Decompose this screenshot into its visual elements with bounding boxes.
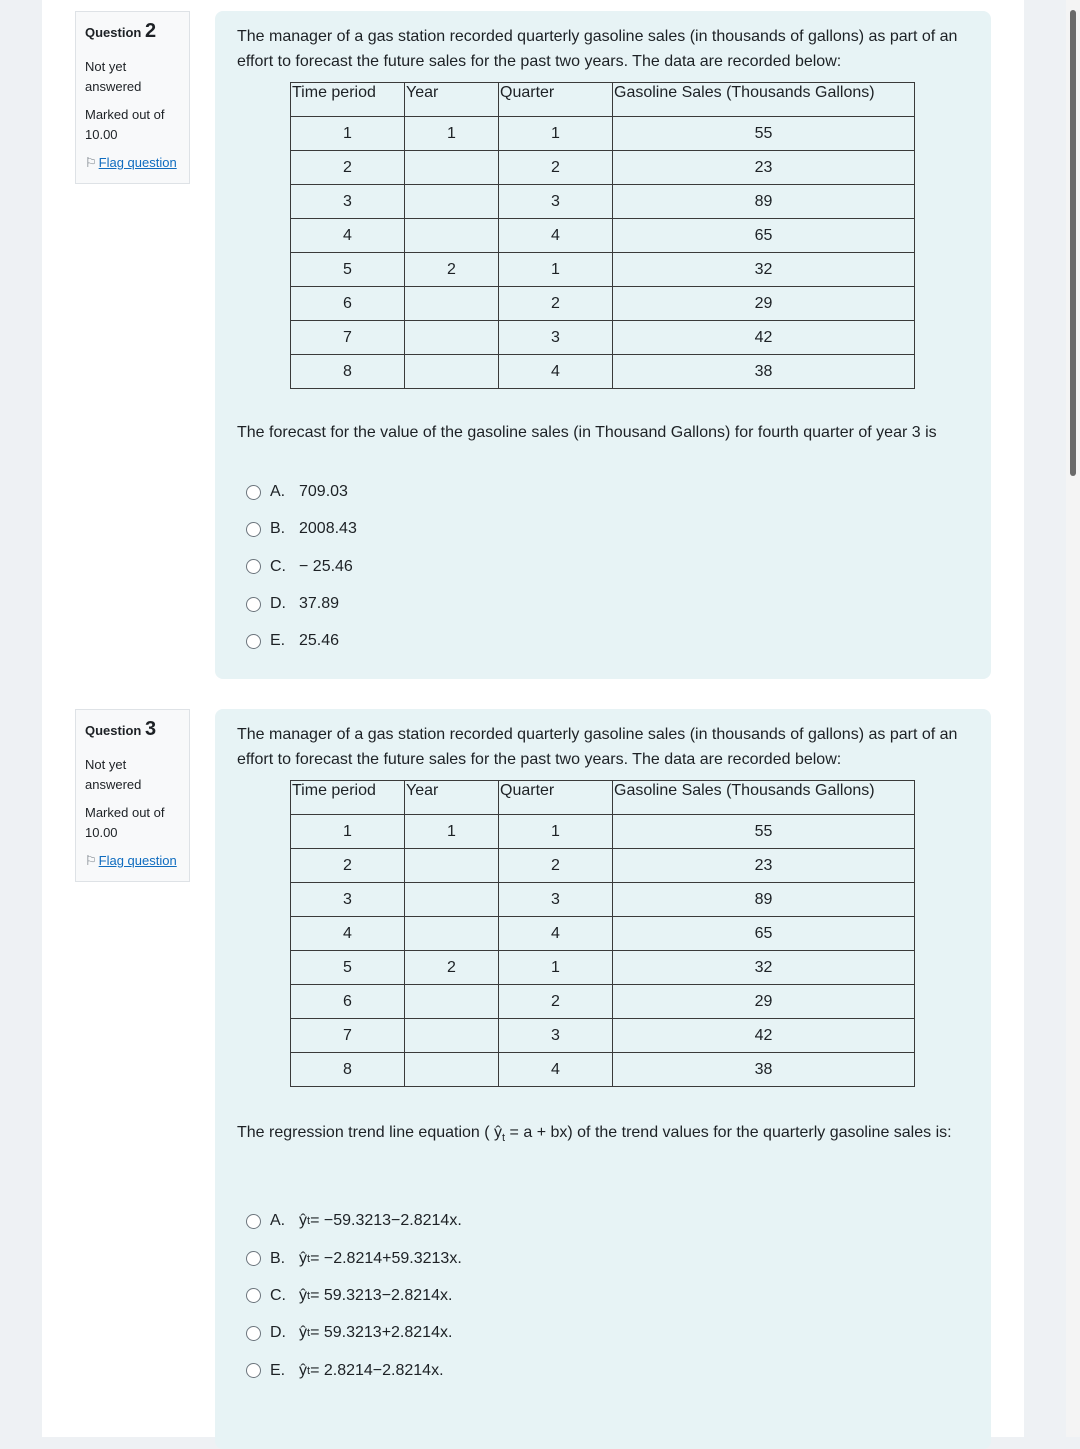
table-row (291, 1019, 915, 1053)
option-letter: D. (270, 595, 286, 613)
table-cell: 65 (613, 219, 915, 253)
subscript-t: t (307, 1289, 311, 1302)
table-cell: 42 (613, 321, 915, 355)
radio-button[interactable] (246, 1363, 261, 1378)
table-cell: 2 (405, 951, 499, 985)
table-header: Year (405, 781, 499, 815)
table-cell: 32 (613, 951, 915, 985)
table-cell: 2 (499, 849, 613, 883)
option-text: = 59.3213+2.8214x. (310, 1324, 453, 1342)
table-cell: 42 (613, 1019, 915, 1053)
subscript-t: t (307, 1252, 311, 1265)
y-hat-symbol: ŷ (299, 1212, 307, 1230)
option-b[interactable] (237, 511, 969, 548)
option-text: 25.46 (299, 632, 340, 650)
table-row (291, 849, 915, 883)
table-cell: 1 (405, 117, 499, 151)
table-cell: 3 (291, 883, 405, 917)
option-letter: B. (270, 1249, 286, 1267)
option-e[interactable] (237, 623, 969, 660)
table-header: Quarter (499, 781, 613, 815)
question-state: Not yet answered (85, 59, 142, 94)
table-cell: 32 (613, 253, 915, 287)
question-content-3 (215, 709, 991, 1449)
subscript-t: t (502, 1132, 506, 1145)
table-cell: 23 (613, 151, 915, 185)
scrollbar-thumb[interactable] (1070, 10, 1076, 476)
option-a[interactable] (237, 474, 969, 511)
table-row (291, 917, 915, 951)
table-cell: 4 (499, 355, 613, 389)
question-text: The manager of a gas station recorded quarterly gasoline sales (in thousands of gallons) as part of an effort to forecast the future sales for the past two years. The data are recorded below: (237, 726, 958, 768)
table-cell: 6 (291, 985, 405, 1019)
table-row (291, 117, 915, 151)
table-cell: 1 (499, 253, 613, 287)
question-prompt: The forecast for the value of the gasoline sales (in Thousand Gallons) for fourth quarter of year 3 is (237, 424, 937, 441)
table-cell: 3 (499, 883, 613, 917)
table-cell: 7 (291, 1019, 405, 1053)
question-grade: Marked out of 10.00 (85, 107, 165, 142)
radio-button[interactable] (246, 634, 261, 649)
question-content-2 (215, 11, 991, 679)
y-hat-symbol: ŷ (299, 1286, 307, 1304)
table-cell (405, 1019, 499, 1053)
table-header: Gasoline Sales (Thousands Gallons) (613, 781, 915, 815)
table-cell: 1 (499, 815, 613, 849)
option-c[interactable] (237, 1277, 969, 1314)
option-c[interactable] (237, 548, 969, 585)
table-row (291, 253, 915, 287)
table-row (291, 321, 915, 355)
flag-icon: ⚐ (85, 155, 97, 170)
question-prompt: The regression trend line equation ( $ŷ_t = a + bx$) of the trend values for the quarterly gasoline sales is: (237, 1124, 952, 1145)
table-cell: 38 (613, 1053, 915, 1087)
option-text: = 2.8214−2.8214x. (310, 1361, 444, 1379)
table-cell: 23 (613, 849, 915, 883)
table-cell: 1 (499, 951, 613, 985)
table-cell: 55 (613, 815, 915, 849)
radio-button[interactable] (246, 597, 261, 612)
table-cell (405, 151, 499, 185)
table-header: Time period (291, 83, 405, 117)
table-cell (405, 321, 499, 355)
table-header: Time period (291, 781, 405, 815)
table-cell: 7 (291, 321, 405, 355)
radio-button[interactable] (246, 1326, 261, 1341)
option-letter: D. (270, 1324, 286, 1342)
option-text: 2008.43 (299, 520, 357, 538)
option-d[interactable] (237, 585, 969, 622)
table-cell: 5 (291, 951, 405, 985)
question-text: The manager of a gas station recorded quarterly gasoline sales (in thousands of gallons) as part of an effort to forecast the future sales for the past two years. The data are recorded below: (237, 28, 958, 70)
radio-button[interactable] (246, 559, 261, 574)
option-a[interactable] (237, 1203, 969, 1240)
radio-button[interactable] (246, 522, 261, 537)
option-letter: A. (270, 483, 286, 501)
flag-icon: ⚐ (85, 853, 97, 868)
table-header: Year (405, 83, 499, 117)
table-cell: 2 (499, 985, 613, 1019)
flag-question-label: Flag question (98, 853, 177, 868)
table-cell: 3 (291, 185, 405, 219)
option-letter: C. (270, 557, 286, 575)
table-cell: 4 (499, 917, 613, 951)
answer-options (237, 1203, 969, 1389)
question-info-3 (75, 709, 190, 882)
table-cell: 29 (613, 985, 915, 1019)
y-hat-symbol: ŷ (299, 1361, 307, 1379)
option-d[interactable] (237, 1315, 969, 1352)
table-cell (405, 849, 499, 883)
option-e[interactable] (237, 1352, 969, 1389)
table-row (291, 951, 915, 985)
answer-options (237, 474, 969, 660)
question-number: Question 3 (85, 718, 157, 740)
option-letter: C. (270, 1286, 286, 1304)
option-b[interactable] (237, 1240, 969, 1277)
option-text: 709.03 (299, 483, 348, 501)
table-cell: 3 (499, 1019, 613, 1053)
y-hat-symbol: ŷ (299, 1324, 307, 1342)
option-text: − 25.46 (299, 557, 353, 575)
table-header-row (291, 83, 915, 117)
table-cell: 89 (613, 883, 915, 917)
option-text: = −2.8214+59.3213x. (310, 1249, 462, 1267)
subscript-t: t (307, 1327, 311, 1340)
table-cell: 65 (613, 917, 915, 951)
table-cell: 3 (499, 185, 613, 219)
question-number: Question 2 (85, 20, 157, 42)
table-cell (405, 883, 499, 917)
option-letter: B. (270, 520, 286, 538)
question-info-2 (75, 11, 190, 184)
table-cell (405, 917, 499, 951)
table-cell: 4 (291, 917, 405, 951)
table-row (291, 185, 915, 219)
table-cell: 1 (291, 117, 405, 151)
table-cell: 2 (291, 151, 405, 185)
table-cell: 89 (613, 185, 915, 219)
table-cell (405, 1053, 499, 1087)
table-cell: 55 (613, 117, 915, 151)
table-cell: 4 (499, 219, 613, 253)
table-cell (405, 287, 499, 321)
table-row (291, 151, 915, 185)
table-cell: 1 (499, 117, 613, 151)
table-cell (405, 185, 499, 219)
question-number-value: 3 (144, 718, 157, 740)
table-row (291, 883, 915, 917)
table-cell (405, 355, 499, 389)
option-letter: E. (270, 632, 286, 650)
flag-question-link[interactable] (85, 851, 180, 871)
sales-table (290, 82, 915, 389)
question-grade: Marked out of 10.00 (85, 805, 165, 840)
flag-question-label: Flag question (98, 155, 177, 170)
table-cell: 8 (291, 355, 405, 389)
question-state: Not yet answered (85, 757, 142, 792)
table-cell: 1 (291, 815, 405, 849)
y-hat-symbol: ŷ (299, 1249, 307, 1267)
radio-button[interactable] (246, 485, 261, 500)
table-cell: 2 (499, 151, 613, 185)
table-header: Quarter (499, 83, 613, 117)
table-cell (405, 219, 499, 253)
table-cell: 29 (613, 287, 915, 321)
subscript-t: t (307, 1364, 311, 1377)
question-number-value: 2 (144, 20, 157, 42)
table-cell: 2 (291, 849, 405, 883)
flag-question-link[interactable] (85, 153, 180, 173)
table-cell: 8 (291, 1053, 405, 1087)
table-cell: 2 (405, 253, 499, 287)
table-cell: 3 (499, 321, 613, 355)
radio-button[interactable] (246, 1251, 261, 1266)
table-cell (405, 985, 499, 1019)
sales-table (290, 780, 915, 1087)
option-letter: E. (270, 1361, 286, 1379)
y-hat-symbol: ŷ (494, 1124, 503, 1141)
option-text: 37.89 (299, 595, 340, 613)
table-header-row (291, 781, 915, 815)
table-row (291, 985, 915, 1019)
table-cell: 1 (405, 815, 499, 849)
option-letter: A. (270, 1212, 286, 1230)
option-text: = −59.3213−2.8214x. (310, 1212, 462, 1230)
table-header: Gasoline Sales (Thousands Gallons) (613, 83, 915, 117)
table-row (291, 815, 915, 849)
table-cell: 5 (291, 253, 405, 287)
table-cell: 2 (499, 287, 613, 321)
table-row (291, 219, 915, 253)
table-cell: 38 (613, 355, 915, 389)
table-cell: 4 (291, 219, 405, 253)
table-row (291, 1053, 915, 1087)
table-row (291, 287, 915, 321)
table-row (291, 355, 915, 389)
radio-button[interactable] (246, 1214, 261, 1229)
table-cell: 4 (499, 1053, 613, 1087)
table-cell: 6 (291, 287, 405, 321)
subscript-t: t (307, 1215, 311, 1228)
radio-button[interactable] (246, 1288, 261, 1303)
option-text: = 59.3213−2.8214x. (310, 1286, 453, 1304)
